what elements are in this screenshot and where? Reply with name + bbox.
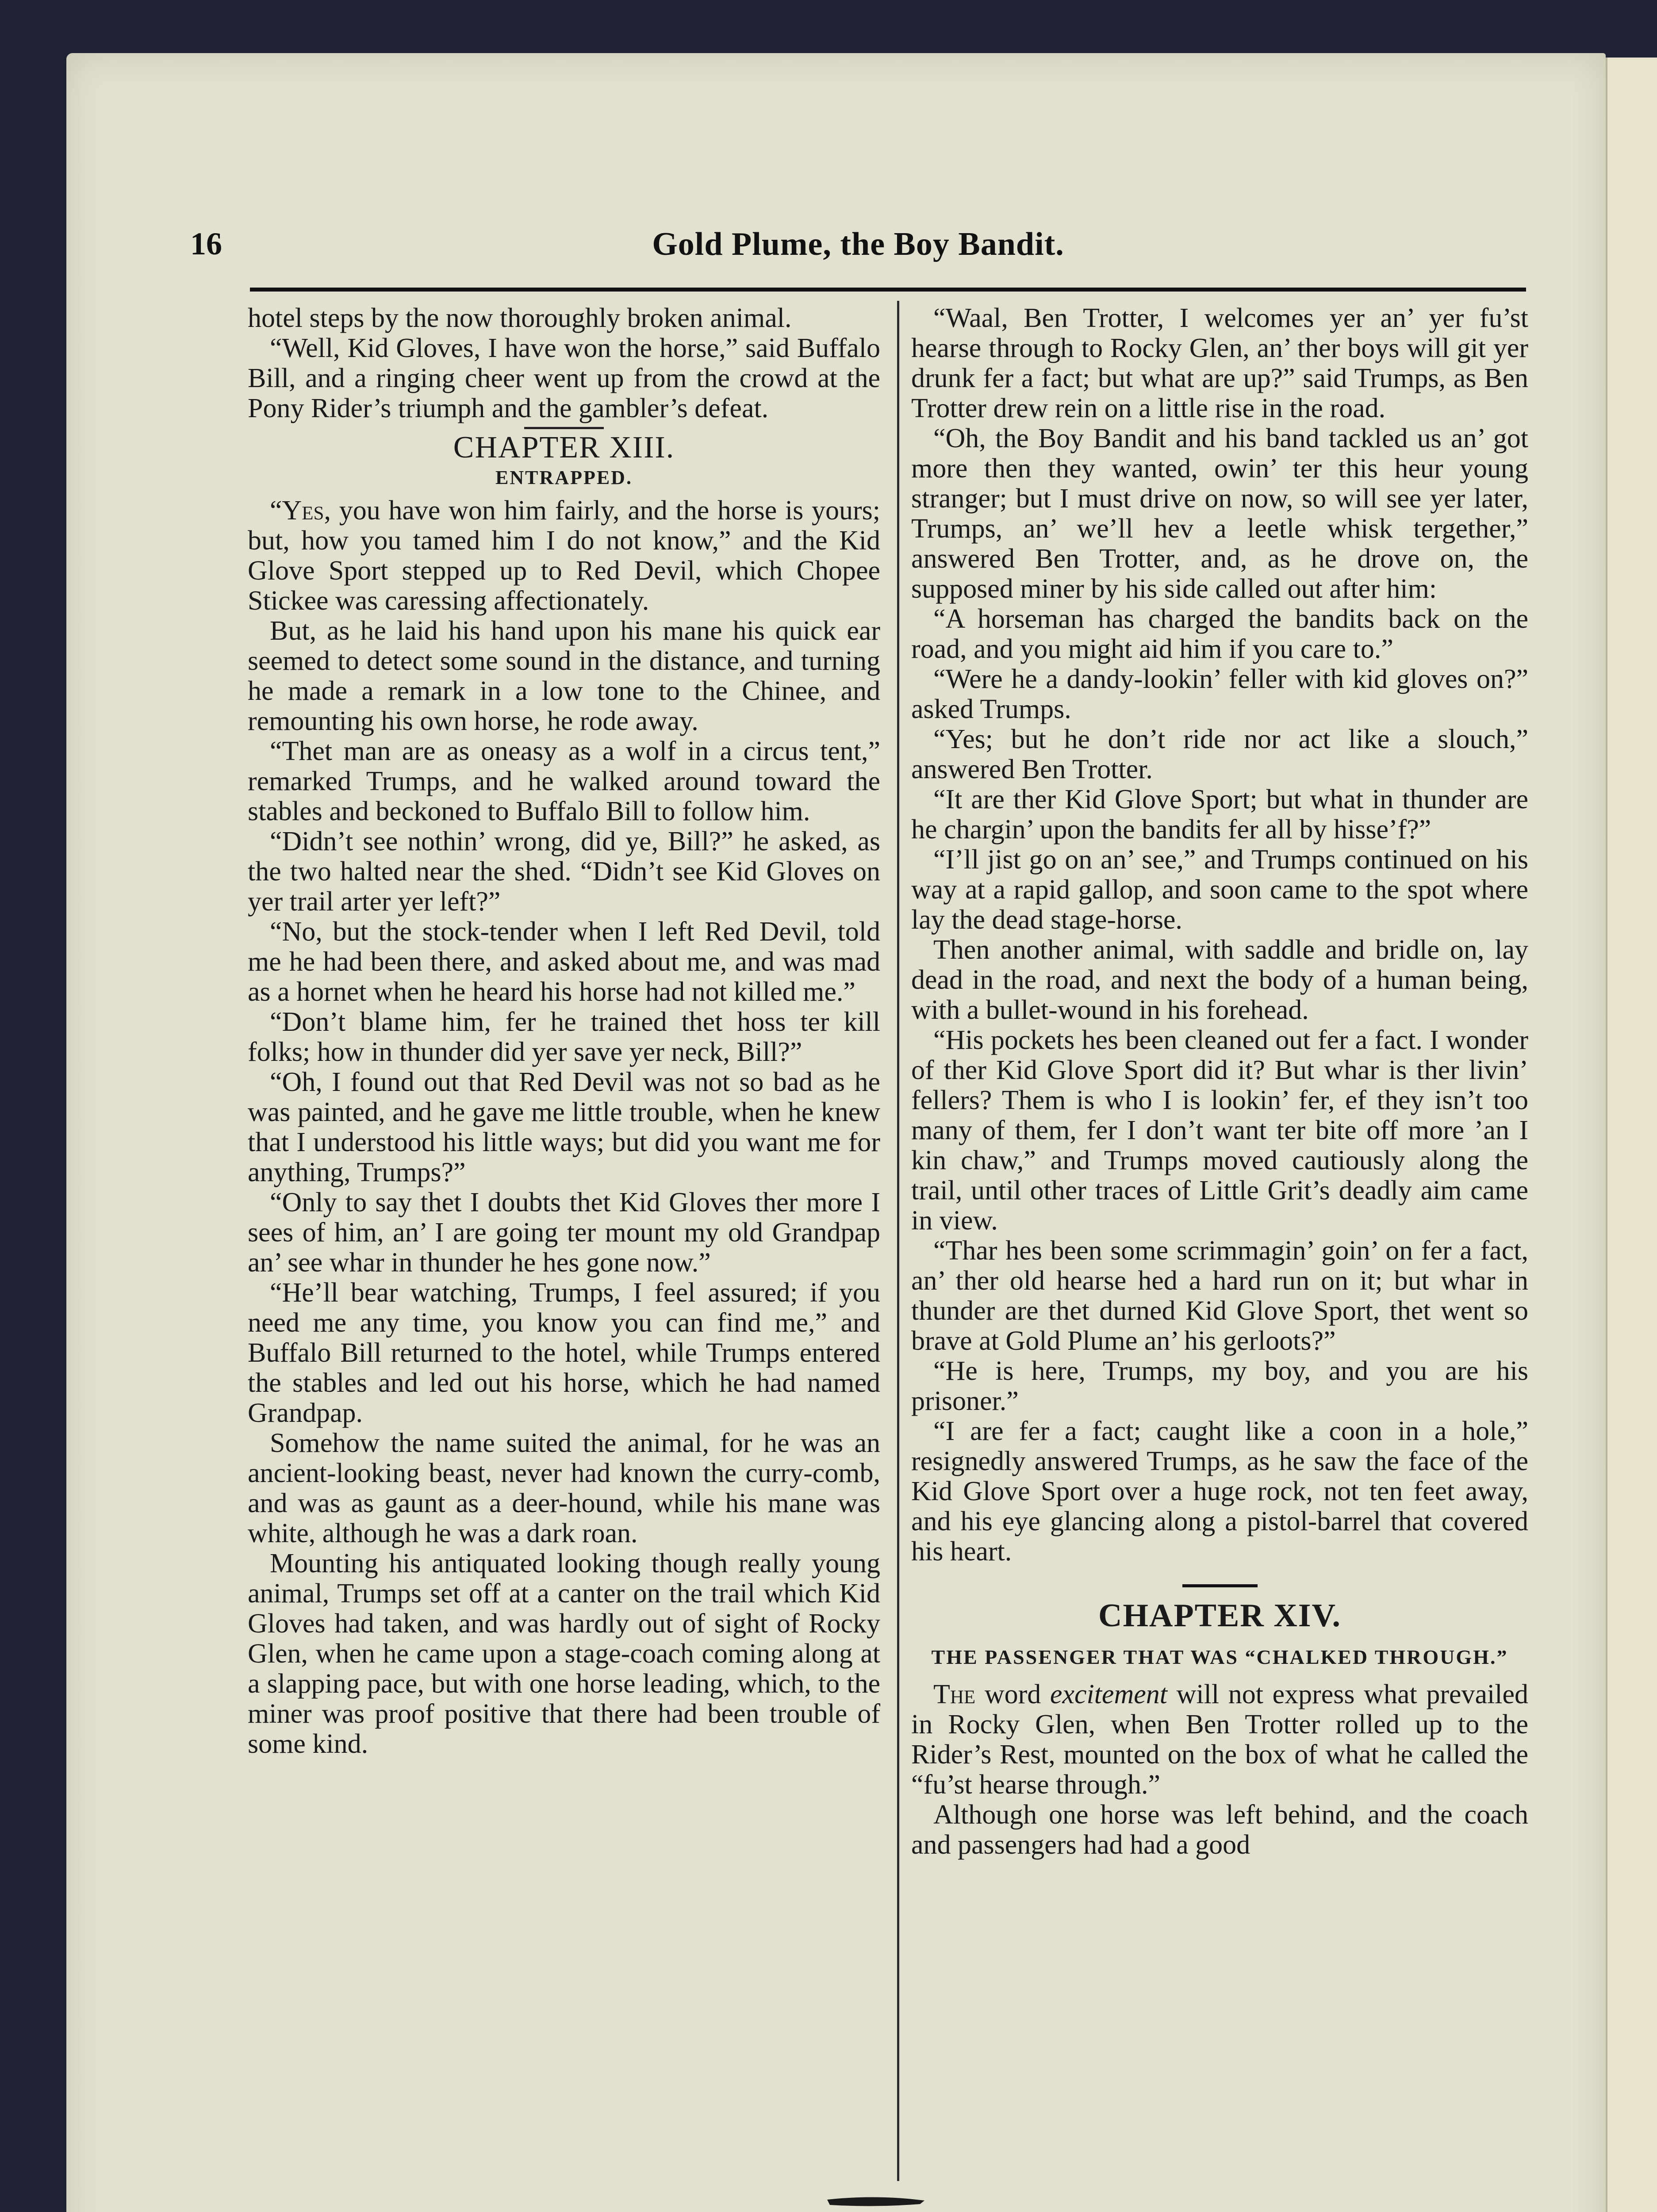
right-column	[911, 303, 1528, 1860]
paragraph: “He is here, Trumps, my boy, and you are his prisoner.”	[911, 1356, 1528, 1416]
left-column	[248, 303, 880, 1759]
chapter-rule	[524, 427, 604, 429]
lead-word: The	[933, 1679, 976, 1709]
paragraph: “Didn’t see nothin’ wrong, did ye, Bill?” he asked, as the two halted near the shed. “Didn’t see Kid Gloves on yer trail arter yer left?”	[248, 826, 880, 917]
paragraph: “Only to say thet I doubts thet Kid Gloves ther more I sees of him, an’ I are going ter mount my old Grandpap an’ see whar in thunder he hes gone now.”	[248, 1187, 880, 1278]
paragraph: “No, but the stock-tender when I left Red Devil, told me he had been there, and asked about me, and was mad as a hornet when he heard his horse had not killed me.”	[248, 917, 880, 1007]
paragraph: “I’ll jist go on an’ see,” and Trumps continued on his way at a rapid gallop, and soon came to the spot where lay the dead stage-horse.	[911, 845, 1528, 935]
paragraph	[248, 495, 880, 616]
paragraph: Mounting his antiquated looking though really young animal, Trumps set off at a canter on the trail which Kid Gloves had taken, and was hardly out of sight of Rocky Glen, when he came upon a stage-coach coming along at a slapping pace, but with one horse leading, which, to the miner was proof positive that there had been trouble of some kind.	[248, 1548, 880, 1759]
paragraph: “Thet man are as oneasy as a wolf in a circus tent,” remarked Trumps, and he walked around toward the stables and beckoned to Buffalo Bill to follow him.	[248, 736, 880, 826]
paragraph: “Were he a dandy-lookin’ feller with kid gloves on?” asked Trumps.	[911, 664, 1528, 724]
paragraph-text: word	[975, 1679, 1050, 1709]
paragraph-text: you have won him fairly, and the horse is yours; but, how you tamed him I do not know,” and the Kid Glove Sport stepped up to Red Devil, which Chopee Stickee was caressing affectionately.	[248, 495, 880, 616]
lead-word: “Yes,	[270, 495, 331, 526]
paragraph: Then another animal, with saddle and bridle on, lay dead in the road, and next the body of a human being, with a bullet-wound in his forehead.	[911, 935, 1528, 1025]
paragraph: “Don’t blame him, fer he trained thet hoss ter kill folks; how in thunder did yer save yer neck, Bill?”	[248, 1007, 880, 1067]
paragraph: “Waal, Ben Trotter, I welcomes yer an’ yer fu’st hearse through to Rocky Glen, an’ ther boys will git yer drunk fer a fact; but what are up?” said Trumps, as Ben Trotter drew rein on a little rise in the road.	[911, 303, 1528, 423]
page-header	[190, 226, 1526, 274]
paragraph: “Thar hes been some scrimmagin’ goin’ on fer a fact, an’ ther old hearse hed a hard run on it; but whar in thunder are thet durned Kid Glove Sport, thet went so brave at Gold Plume an’ his gerloots?”	[911, 1236, 1528, 1356]
chapter-subtitle: THE PASSENGER THAT WAS “CHALKED THROUGH.”	[931, 1646, 1508, 1668]
paragraph: “I are fer a fact; caught like a coon in a hole,” resignedly answered Trumps, as he saw the face of the Kid Glove Sport over a huge rock, not ten feet away, and his eye glancing along a pistol-barrel that covered his heart.	[911, 1416, 1528, 1567]
paragraph: hotel steps by the now thoroughly broken animal.	[248, 303, 792, 333]
paragraph: “Oh, the Boy Bandit and his band tackled us an’ got more then they wanted, owin’ ter this heur young stranger; but I must drive on now, so will see yer later, Trumps, an’ we’ll hev a leetle whisk tergether,” answered Ben Trotter, and, as he drove on, the supposed miner by his side called out after him:	[911, 423, 1528, 604]
page-number: 16	[190, 226, 222, 261]
printer-ornament	[827, 2194, 924, 2208]
paragraph: Although one horse was left behind, and the coach and passengers had had a good	[911, 1800, 1528, 1860]
paragraph: “It are ther Kid Glove Sport; but what in thunder are he chargin’ upon the bandits fer all by hisse’f?”	[911, 784, 1528, 845]
paragraph: “A horseman has charged the bandits back on the road, and you might aid him if you care to.”	[911, 604, 1528, 664]
paragraph: But, as he laid his hand upon his mane his quick ear seemed to detect some sound in the distance, and turning he made a remark in a low tone to the Chinee, and remounting his own horse, he rode away.	[248, 616, 880, 736]
running-title: Gold Plume, the Boy Bandit.	[652, 226, 1064, 262]
paragraph: “Yes; but he don’t ride nor act like a slouch,” answered Ben Trotter.	[911, 724, 1528, 784]
paragraph: “His pockets hes been cleaned out fer a fact. I wonder of ther Kid Glove Sport did it? But whar is ther livin’ fellers? Them is who I is lookin’ fer, ef they isn’t too many of them, fer I don’t want ter bite off more ’an I kin chaw,” and Trumps moved cautiously along the trail, until other traces of Little Grit’s deadly aim came in view.	[911, 1025, 1528, 1236]
paragraph	[911, 1679, 1528, 1800]
paragraph: “Well, Kid Gloves, I have won the horse,” said Buffalo Bill, and a ringing cheer went up from the crowd at the Pony Rider’s triumph and the gambler’s defeat.	[248, 333, 880, 423]
chapter-rule	[1182, 1584, 1258, 1587]
paragraph: “Oh, I found out that Red Devil was not so bad as he was painted, and he gave me little trouble, when he knew that I understood his little ways; but did you want me for anything, Trumps?”	[248, 1067, 880, 1187]
chapter-title: CHAPTER XIII.	[453, 430, 675, 465]
paragraph-text: will not express what prevailed in Rocky Glen, when Ben Trotter rolled up to the Rider’s Rest, mounted on the box of what he called the “fu’st hearse through.”	[911, 1679, 1528, 1800]
column-divider	[897, 301, 899, 2181]
chapter-title: CHAPTER XIV.	[1098, 1598, 1341, 1634]
chapter-subtitle: ENTRAPPED.	[495, 467, 633, 488]
emphasis: excitement	[1050, 1679, 1167, 1709]
facing-page-edge	[1606, 58, 1657, 2212]
header-rule	[250, 288, 1526, 292]
paragraph: “He’ll bear watching, Trumps, I feel assured; if you need me any time, you know you can find me,” and Buffalo Bill returned to the hotel, while Trumps entered the stables and led out his horse, which he had named Grandpap.	[248, 1278, 880, 1428]
paragraph: Somehow the name suited the animal, for he was an ancient-looking beast, never had known the curry-comb, and was as gaunt as a deer-hound, while his mane was white, although he was a dark roan.	[248, 1428, 880, 1548]
